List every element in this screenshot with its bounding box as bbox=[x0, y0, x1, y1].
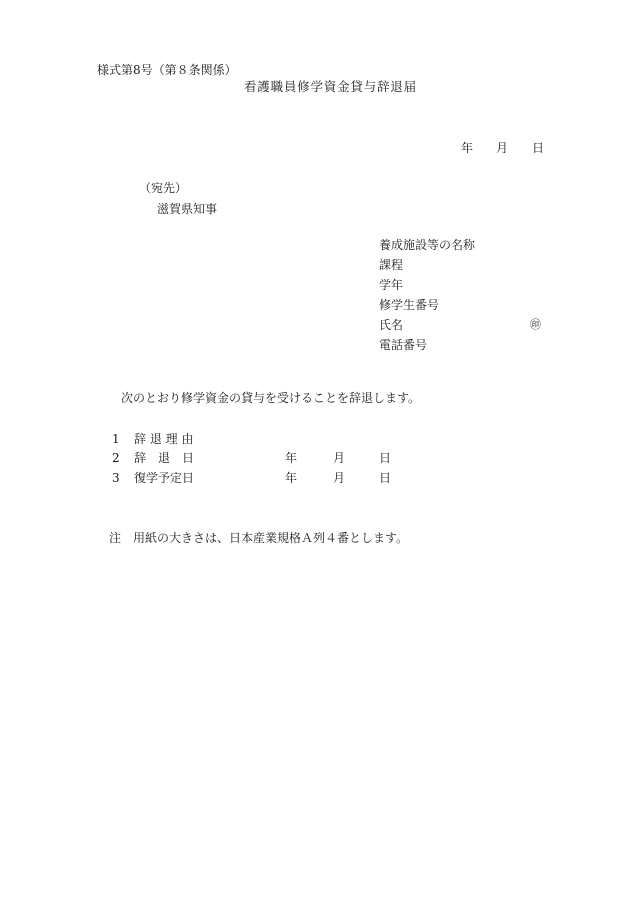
addressee-label: （宛先） bbox=[139, 181, 188, 195]
note-text: 用紙の大きさは、日本産業規格Ａ列４番とします。 bbox=[133, 531, 409, 545]
applicant-student-number-label: 修学生番号 bbox=[379, 298, 440, 312]
form-number: 様式第8号（第８条関係） bbox=[97, 63, 237, 77]
document-title: 看護職員修学資金貸与辞退届 bbox=[244, 79, 417, 94]
note-label: 注 bbox=[109, 531, 122, 545]
seal-icon: ㊞ bbox=[530, 318, 541, 331]
item-number: 1 bbox=[112, 432, 120, 446]
date-month-label: 月 bbox=[496, 141, 509, 155]
applicant-grade-label: 学年 bbox=[379, 278, 404, 292]
item-number: 2 bbox=[112, 451, 120, 465]
applicant-course-label: 課程 bbox=[379, 258, 404, 272]
item-month-label: 月 bbox=[333, 451, 346, 465]
item-day-label: 日 bbox=[379, 471, 392, 485]
item-label-return-date: 復学予定日 bbox=[134, 471, 195, 485]
item-year-label: 年 bbox=[285, 451, 298, 465]
addressee-name: 滋賀県知事 bbox=[157, 202, 218, 216]
item-label-withdrawal-date: 辞 退 日 bbox=[134, 451, 195, 465]
applicant-phone-label: 電話番号 bbox=[379, 338, 428, 352]
item-number: 3 bbox=[112, 471, 120, 485]
applicant-school-label: 養成施設等の名称 bbox=[379, 238, 476, 252]
item-day-label: 日 bbox=[379, 451, 392, 465]
item-label-reason: 辞 退 理 由 bbox=[134, 432, 194, 446]
date-day-label: 日 bbox=[532, 141, 545, 155]
date-year-label: 年 bbox=[461, 141, 474, 155]
applicant-name-label: 氏名 bbox=[379, 318, 404, 332]
declaration-statement: 次のとおり修学資金の貸与を受けることを辞退します。 bbox=[121, 391, 421, 405]
item-year-label: 年 bbox=[285, 471, 298, 485]
item-month-label: 月 bbox=[333, 471, 346, 485]
